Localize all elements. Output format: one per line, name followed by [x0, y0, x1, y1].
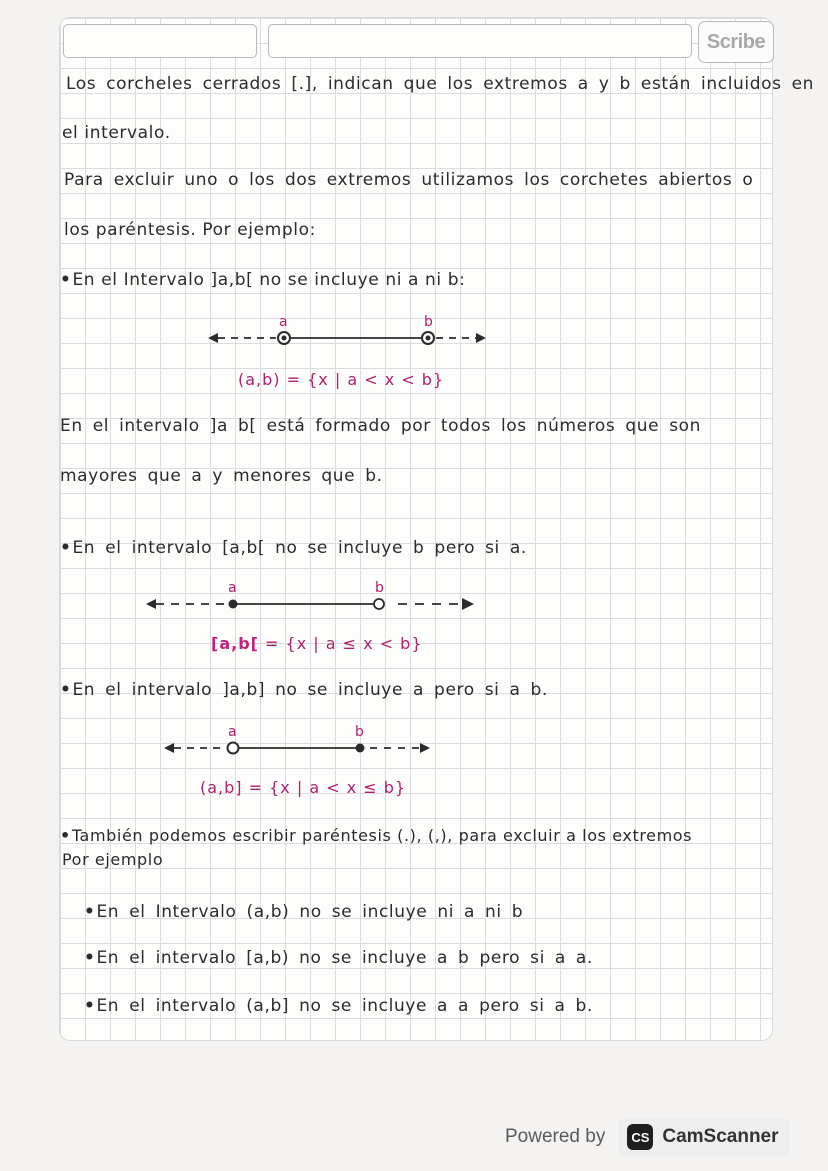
note-line-8: Por ejemplo [62, 850, 164, 869]
sub-bullet-1 [84, 902, 523, 922]
sub-bullet-2 [84, 948, 593, 968]
bullet-dot: • [84, 902, 96, 922]
bullet-half-open-right [60, 538, 527, 558]
bullet-half-open-right-text: En el intervalo [a,b[ no se incluye b pero si a. [72, 538, 527, 558]
left-arrow-icon [146, 599, 156, 609]
note-line-5: En el intervalo ]a b[ está formado por todos los números que son [60, 416, 702, 436]
sub-bullet-1-text: En el Intervalo (a,b) no se incluye ni a ni b [96, 902, 524, 922]
formula-closed-open [211, 634, 423, 653]
header-date-box [63, 24, 257, 58]
left-arrow-icon [164, 743, 174, 753]
right-arrow-icon [476, 333, 486, 343]
closed-endpoint-a [229, 600, 238, 609]
camscanner-badge [619, 1118, 788, 1156]
note-line-7 [60, 826, 692, 845]
closed-endpoint-b [356, 744, 365, 753]
bullet-dot: • [60, 538, 72, 558]
camscanner-watermark [505, 1115, 805, 1159]
label-b: b [355, 724, 364, 740]
number-line-closed-open [140, 580, 490, 620]
scribe-logo: Scribe [698, 21, 774, 63]
bullet-dot: • [84, 996, 96, 1016]
formula-open-closed: (a,b] = {x | a < x ≤ b} [200, 778, 407, 797]
sub-bullet-3-text: En el intervalo (a,b] no se incluye a a pero si a b. [96, 996, 593, 1016]
bullet-half-open-left [60, 680, 548, 700]
right-arrow-icon [462, 598, 474, 610]
label-a: a [228, 724, 237, 740]
label-a: a [279, 314, 288, 330]
bullet-half-open-left-text: En el intervalo ]a,b] no se incluye a pero si a b. [72, 680, 548, 700]
note-line-1: Los corcheles cerrados [.], indican que los extremos a y b están incluidos en [66, 74, 815, 94]
label-b: b [375, 580, 384, 596]
bullet-open-interval [60, 270, 465, 290]
right-arrow-icon [420, 743, 430, 753]
open-endpoint-b [374, 599, 384, 609]
bullet-dot: • [60, 270, 72, 290]
header-title-box [268, 24, 692, 58]
open-endpoint-a [228, 743, 239, 754]
sub-bullet-2-text: En el intervalo [a,b) no se incluye a b pero si a a. [96, 948, 593, 968]
note-line-3: Para excluir uno o los dos extremos utilizamos los corchetes abiertos o [64, 170, 754, 190]
bullet-dot: • [84, 948, 96, 968]
formula-bracket-notation: [a,b[ [211, 634, 259, 653]
left-arrow-icon [208, 333, 218, 343]
number-line-open [200, 314, 500, 354]
camscanner-name: CamScanner [662, 1126, 779, 1147]
bullet-dot: • [60, 680, 72, 700]
note-line-4: los paréntesis. Por ejemplo: [64, 220, 316, 240]
note-line-2: el intervalo. [62, 123, 171, 143]
endpoint-a-center [282, 336, 287, 341]
endpoint-b-center [426, 336, 431, 341]
bullet-dot: • [60, 826, 71, 845]
sub-bullet-3 [84, 996, 593, 1016]
note-line-7-text: También podemos escribir paréntesis (.), (,), para excluir a los extremos [71, 826, 693, 845]
number-line-open-closed [158, 724, 448, 764]
label-b: b [424, 314, 433, 330]
note-line-6: mayores que a y menores que b. [60, 466, 383, 486]
formula-open: (a,b) = {x | a < x < b} [238, 370, 445, 389]
label-a: a [228, 580, 237, 596]
bullet-open-interval-text: En el Intervalo ]a,b[ no se incluye ni a ni b: [72, 270, 466, 290]
powered-by-label: Powered by [505, 1126, 606, 1147]
camscanner-logo-icon: CS [627, 1124, 653, 1150]
formula-set-notation: = {x | a ≤ x < b} [265, 634, 423, 653]
